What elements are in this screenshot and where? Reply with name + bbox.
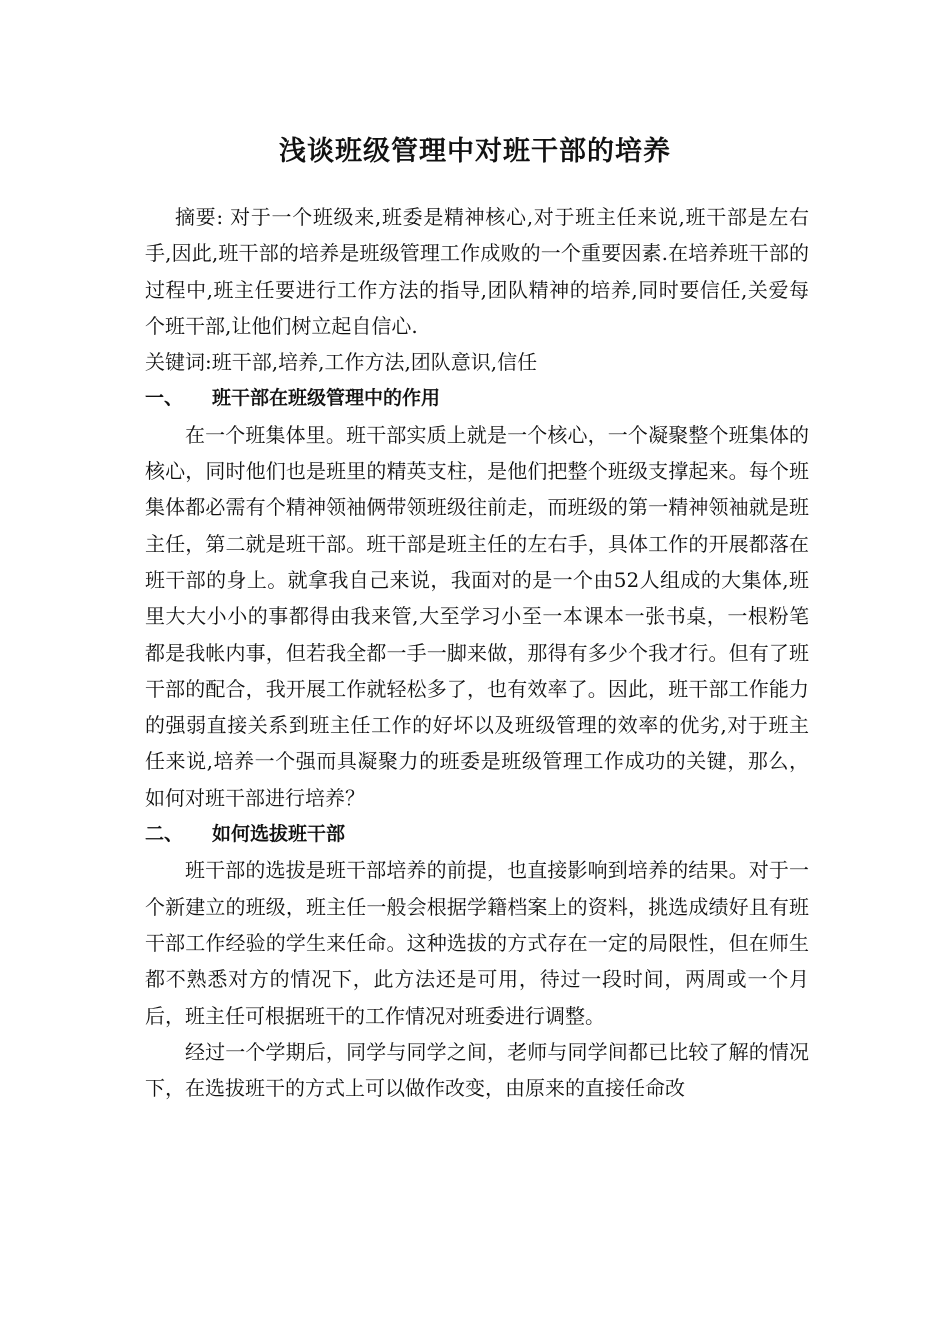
section-heading-2 bbox=[145, 816, 809, 852]
document-body bbox=[145, 199, 809, 1106]
document-title: 浅谈班级管理中对班干部的培养 bbox=[279, 136, 671, 167]
section-number-2: 二、 bbox=[145, 823, 184, 846]
section-title-2: 如何选拔班干部 bbox=[212, 823, 346, 846]
section-2-paragraph-1: 班干部的选拔是班干部培养的前提，也直接影响到培养的结果。对于一个新建立的班级，班主任一般会根据学籍档案上的资料，挑选成绩好且有班干部工作经验的学生来任命。这种选拔的方式存在一定的局限性，但在师生都不熟悉对方的情况下，此方法还是可用，待过一段时间，两周或一个月后，班主任可根据班干的工作情况对班委进行调整。 bbox=[145, 858, 809, 1028]
section-title-1: 班干部在班级管理中的作用 bbox=[212, 387, 441, 410]
keywords-line: 关键词:班干部,培养,工作方法,团队意识,信任 bbox=[145, 350, 538, 375]
section-heading-1 bbox=[145, 380, 809, 416]
section-1-paragraph: 在一个班集体里。班干部实质上就是一个核心，一个凝聚整个班集体的核心，同时他们也是班里的精英支柱，是他们把整个班级支撑起来。每个班集体都必需有个精神领袖俩带领班级往前走，而班级的第一精神领袖就是班主任，第二就是班干部。班干部是班主任的左右手，具体工作的开展都落在班干部的身上。就拿我自己来说，我面对的是一个由52人组成的大集体,班里大大小小的事都得由我来管,大至学习小至一本课本一张书桌，一根粉笔都是我帐内事，但若我全都一手一脚来做，那得有多少个我才行。但有了班干部的配合，我开展工作就轻松多了，也有效率了。因此，班干部工作能力的强弱直接关系到班主任工作的好坏以及班级管理的效率的优劣,对于班主任来说,培养一个强而具凝聚力的班委是班级管理工作成功的关键，那么，如何对班干部进行培养？ bbox=[145, 422, 809, 810]
abstract-paragraph: 摘要: 对于一个班级来,班委是精神核心,对于班主任来说,班干部是左右手,因此,班干部的培养是班级管理工作成败的一个重要因素.在培养班干部的过程中,班主任要进行工作方法的指导,团队精神的培养,同时要信任,关爱每个班干部,让他们树立起自信心. bbox=[145, 205, 809, 338]
section-number-1: 一、 bbox=[145, 387, 184, 410]
section-2-paragraph-2: 经过一个学期后，同学与同学之间，老师与同学间都已比较了解的情况下，在选拔班干的方式上可以做作改变，由原来的直接任命改 bbox=[145, 1039, 809, 1101]
